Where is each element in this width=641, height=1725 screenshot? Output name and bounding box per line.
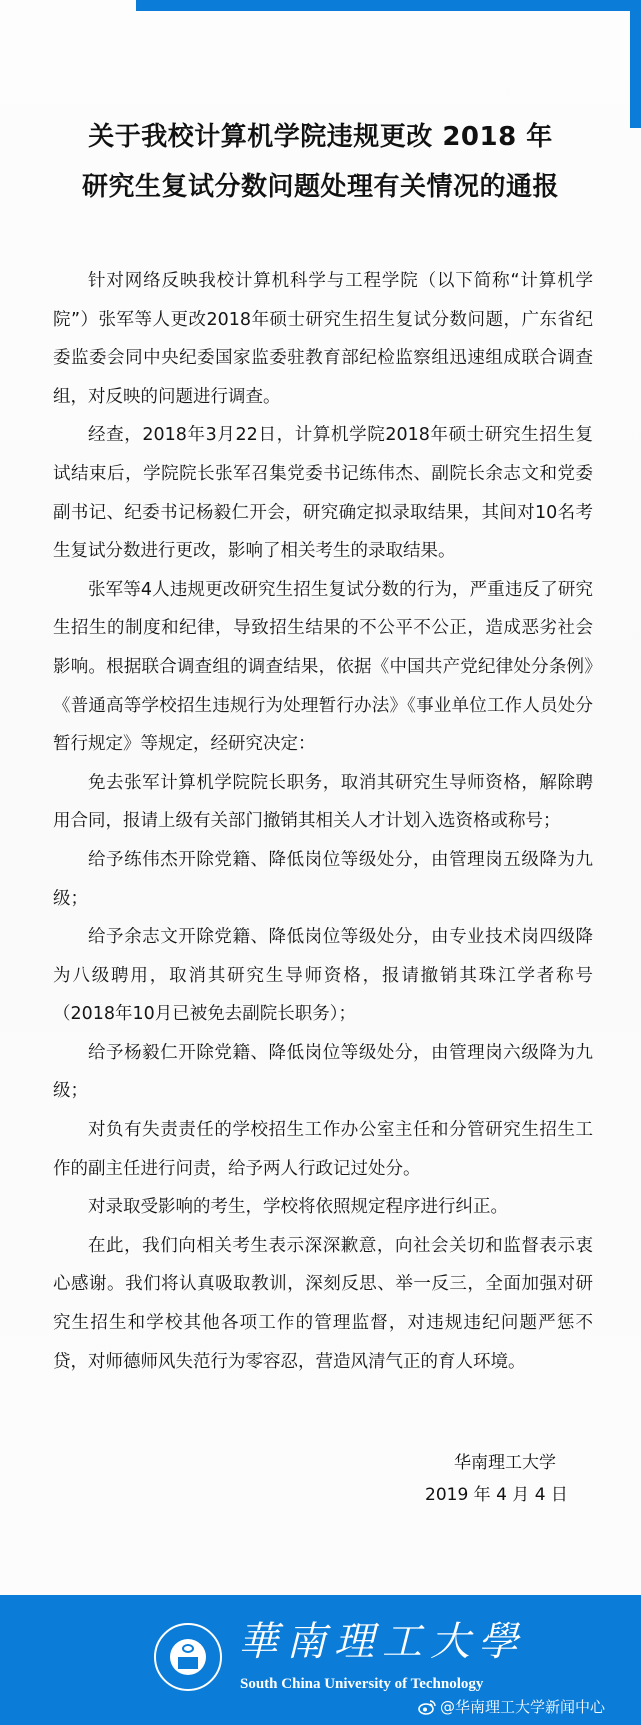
footer-banner [0, 1595, 641, 1725]
title-line-2: 研究生复试分数问题处理有关情况的通报 [81, 172, 559, 202]
blue-frame-top [136, 0, 641, 11]
paragraph: 经查，2018年3月22日，计算机学院2018年硕士研究生招生复试结束后，学院院长张军召集党委书记练伟杰、副院长余志文和党委副书记、纪委书记杨毅仁开会，研究确定拟录取结果，其间对10名考生复试分数进行更改，影响了相关考生的录取结果。 [53, 425, 593, 562]
paragraph: 针对网络反映我校计算机科学与工程学院（以下简称“计算机学院”）张军等人更改2018年硕士研究生招生复试分数问题，广东省纪委监委会同中央纪委国家监委驻教育部纪检监察组迅速组成联合调查组，对反映的问题进行调查。 [53, 271, 593, 407]
paragraph: 对录取受影响的考生，学校将依照规定程序进行纠正。 [88, 1197, 508, 1218]
paragraph: 给予杨毅仁开除党籍、降低岗位等级处分，由管理岗六级降为九级； [53, 1042, 593, 1102]
document-body [53, 262, 593, 1381]
blue-frame-right [630, 0, 641, 128]
university-logo-calligraphy: 華南理工大學 [238, 1619, 526, 1665]
university-seal-icon [154, 1623, 222, 1691]
title-line-1: 关于我校计算机学院违规更改 2018 年 [88, 122, 553, 152]
paragraph: 对负有失责责任的学校招生工作办公室主任和分管研究生招生工作的副主任进行问责，给予两人行政记过处分。 [53, 1120, 593, 1179]
paragraph: 免去张军计算机学院院长职务，取消其研究生导师资格，解除聘用合同，报请上级有关部门撤销其相关人才计划入选资格或称号； [53, 772, 593, 832]
paragraph: 在此，我们向相关考生表示深深歉意，向社会关切和监督表示衷心感谢。我们将认真吸取教训，深刻反思、举一反三，全面加强对研究生招生和学校其他各项工作的管理监督，对违规违纪问题严惩不贷，对师德师风失范行为零容忍，营造风清气正的育人环境。 [53, 1235, 593, 1372]
signature-org: 华南理工大学 [454, 1453, 556, 1473]
weibo-watermark [418, 1697, 605, 1717]
weibo-icon [418, 1699, 436, 1715]
document-title [0, 112, 641, 212]
signature-date: 2019 年 4 月 4 日 [425, 1485, 568, 1505]
paragraph: 给予余志文开除党籍、降低岗位等级处分，由专业技术岗四级降为八级聘用，取消其研究生导师资格，报请撤销其珠江学者称号（2018年10月已被免去副院长职务）； [53, 927, 593, 1025]
weibo-handle: @华南理工大学新闻中心 [440, 1698, 606, 1716]
paragraph: 给予练伟杰开除党籍、降低岗位等级处分，由管理岗五级降为九级； [53, 849, 593, 909]
university-name-english: South China University of Technology [240, 1676, 484, 1692]
paragraph: 张军等4人违规更改研究生招生复试分数的行为，严重违反了研究生招生的制度和纪律，导致招生结果的不公平不公正，造成恶劣社会影响。根据联合调查组的调查结果，依据《中国共产党纪律处分条例》《普通高等学校招生违规行为处理暂行办法》《事业单位工作人员处分暂行规定》等规定，经研究决定： [53, 579, 593, 755]
